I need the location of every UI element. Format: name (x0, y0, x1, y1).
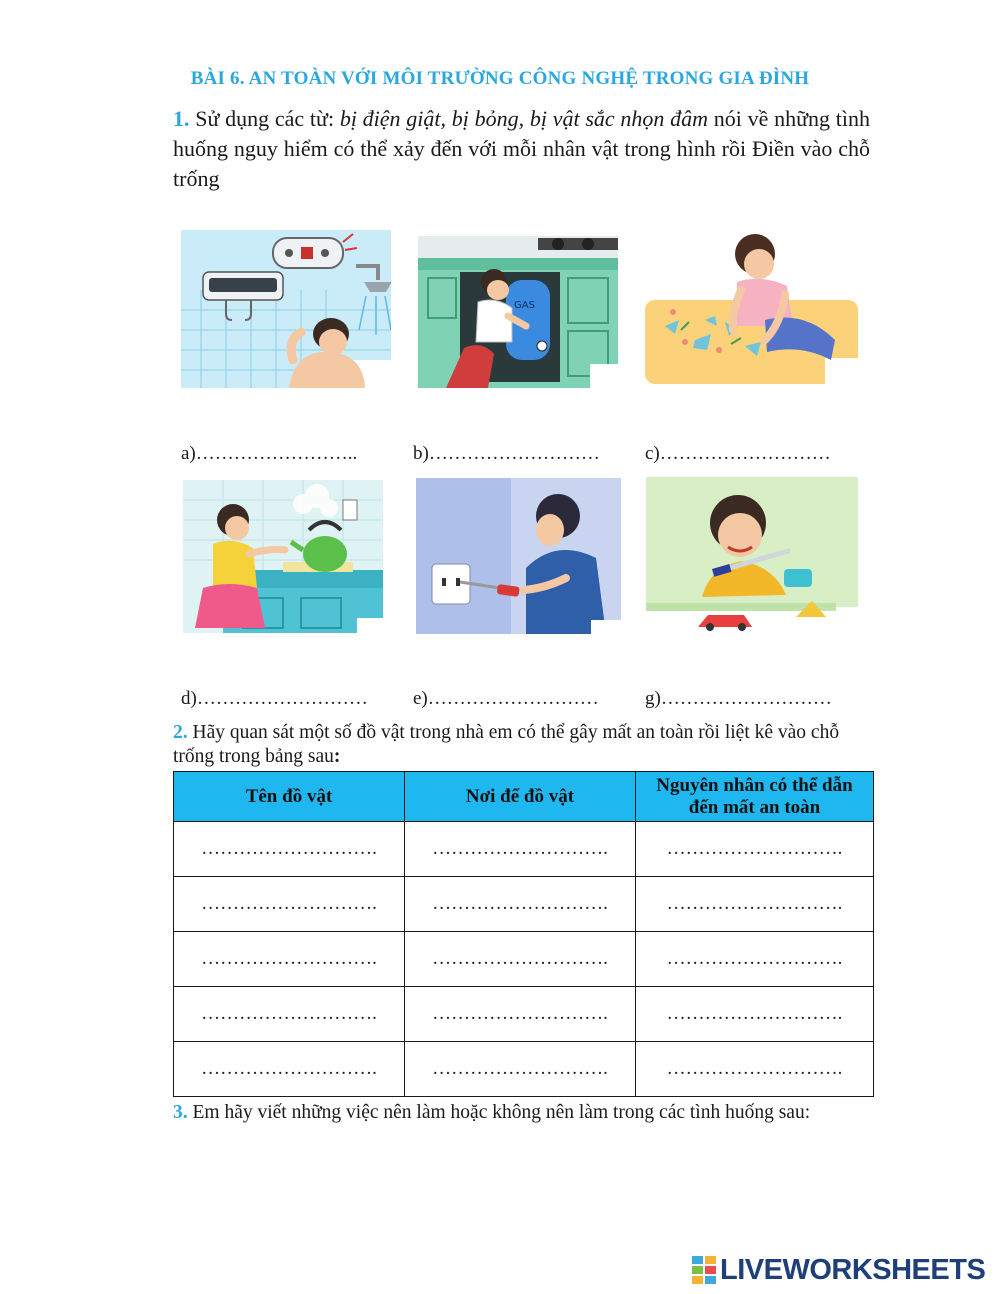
table-cell[interactable]: ………………………. (636, 1042, 874, 1097)
answer-blank-e[interactable]: e)……………………… (413, 688, 599, 709)
knife-icon (646, 477, 858, 633)
question-2-colon: : (333, 746, 341, 767)
table-cell[interactable]: ………………………. (636, 987, 874, 1042)
table-row (174, 822, 874, 877)
screwdriver-socket-icon (416, 478, 621, 634)
answer-blank-d[interactable]: d)……………………… (181, 688, 368, 709)
col-header-location: Nơi để đồ vật (405, 772, 636, 822)
boiling-kettle-icon (183, 480, 383, 633)
worksheet-title: BÀI 6. AN TOÀN VỚI MÔI TRƯỜNG CÔNG NGHỆ TRONG GIA ĐÌNH (190, 68, 810, 89)
answer-blank-a[interactable]: a)…………………….. (181, 443, 358, 464)
table-cell[interactable]: ………………………. (405, 822, 636, 877)
table-row (174, 932, 874, 987)
table-row (174, 877, 874, 932)
table-cell[interactable]: ………………………. (174, 987, 405, 1042)
table-cell[interactable]: ………………………. (174, 1042, 405, 1097)
table-row (174, 1042, 874, 1097)
table-cell[interactable]: ………………………. (405, 877, 636, 932)
question-2-number: 2. (173, 722, 188, 743)
col-header-item-name: Tên đồ vật (174, 772, 405, 822)
question-3-number: 3. (173, 1102, 188, 1123)
table-row (174, 987, 874, 1042)
table-cell[interactable]: ………………………. (405, 932, 636, 987)
question-1-terms: bị điện giật, bị bỏng, bị vật sắc nhọn đâm (339, 106, 709, 131)
question-3-text: Em hãy viết những việc nên làm hoặc không nên làm trong các tình huống sau: (192, 1102, 811, 1123)
table-cell[interactable]: ………………………. (636, 877, 874, 932)
answer-blank-g[interactable]: g)……………………… (645, 688, 832, 709)
broken-glass-icon (645, 230, 858, 384)
answer-blank-b[interactable]: b)……………………… (413, 443, 600, 464)
question-2 (173, 721, 873, 769)
table-cell[interactable]: ………………………. (174, 822, 405, 877)
table-cell[interactable]: ………………………. (174, 932, 405, 987)
table-cell[interactable]: ………………………. (636, 932, 874, 987)
shower-water-heater-icon (181, 230, 391, 388)
question-1-intro: Sử dụng các từ: (195, 106, 340, 131)
question-1-rest: nói về những tình huống nguy hiểm có thể xảy đến với mỗi nhân vật trong hình rồi Điền vào chỗ trống (173, 106, 871, 191)
unsafe-items-table (173, 771, 874, 1097)
liveworksheets-logo-icon (692, 1256, 716, 1284)
liveworksheets-logo-text: LIVEWORKSHEETS (720, 1253, 986, 1286)
table-cell[interactable]: ………………………. (636, 822, 874, 877)
answer-blank-c[interactable]: c)……………………… (645, 443, 831, 464)
question-1-number: 1. (173, 106, 190, 131)
col-header-cause: Nguyên nhân có thể dẫn đến mất an toàn (636, 772, 874, 822)
liveworksheets-logo (692, 1253, 985, 1287)
table-header-row (174, 772, 874, 822)
gas-cylinder-icon (418, 236, 618, 388)
table-cell[interactable]: ………………………. (174, 877, 405, 932)
table-cell[interactable]: ………………………. (405, 987, 636, 1042)
question-1 (173, 104, 870, 194)
question-2-text: Hãy quan sát một số đồ vật trong nhà em có thể gây mất an toàn rồi liệt kê vào chỗ trống trong bảng sau (173, 722, 840, 767)
svg-text:GAS: GAS (514, 300, 535, 311)
table-cell[interactable]: ………………………. (405, 1042, 636, 1097)
question-3 (173, 1102, 810, 1124)
